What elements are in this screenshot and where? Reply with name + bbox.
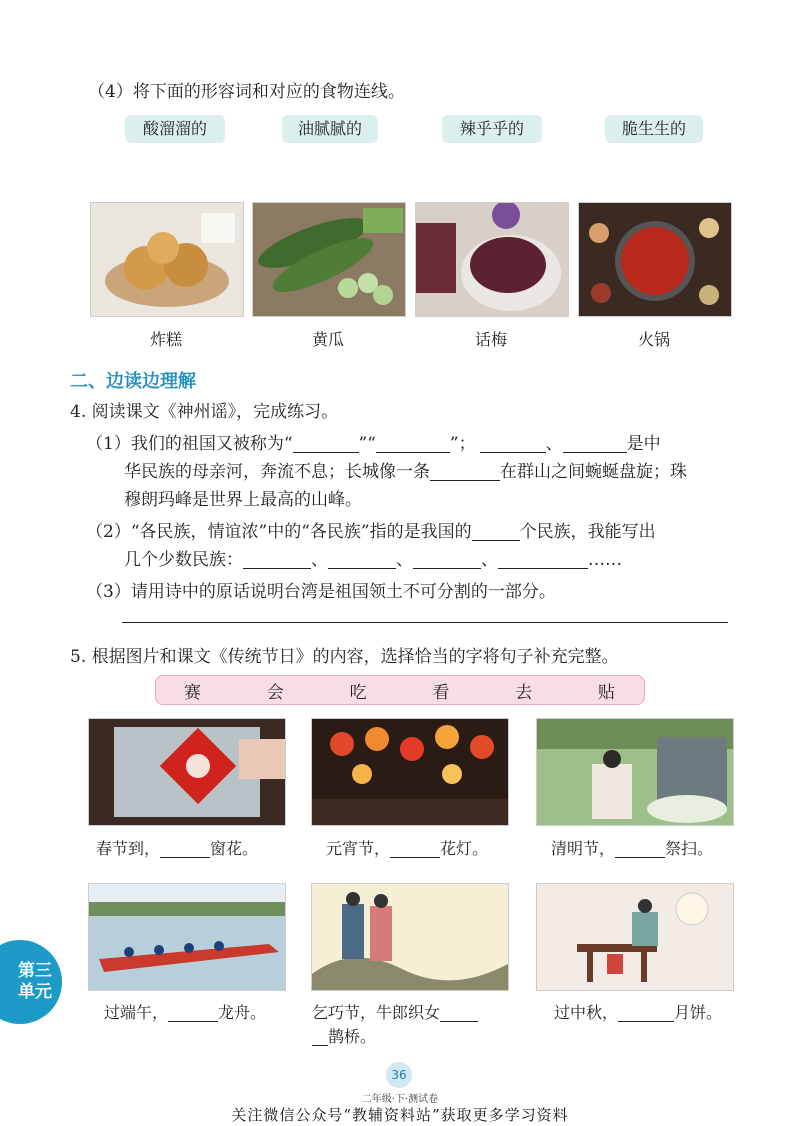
food-label-4: 火锅 bbox=[637, 330, 670, 349]
blank-qixi-a[interactable] bbox=[440, 1003, 478, 1022]
text: 几个少数民族： bbox=[124, 550, 243, 570]
q4b-part1-line1 bbox=[86, 432, 661, 456]
text: 、 bbox=[545, 434, 563, 454]
adjective-pill-1[interactable]: 酸溜溜的 bbox=[125, 115, 225, 143]
page-number: 36 bbox=[386, 1062, 412, 1088]
q4b-part1-line2 bbox=[124, 460, 687, 484]
book-label: 二年级·下·测试卷 bbox=[361, 1094, 439, 1105]
blank-3[interactable] bbox=[480, 434, 546, 453]
word-option[interactable]: 去 bbox=[515, 682, 534, 703]
cucumber-photo[interactable] bbox=[252, 202, 406, 317]
word-option[interactable]: 吃 bbox=[349, 682, 368, 703]
blank-10[interactable] bbox=[498, 550, 588, 569]
text: 在群山之间蜿蜒盘旋；珠 bbox=[500, 462, 687, 482]
blank-5[interactable] bbox=[430, 462, 500, 481]
tomb-sweeping-photo[interactable] bbox=[536, 718, 734, 826]
q4b-part3: （3）请用诗中的原话说明台湾是祖国领土不可分割的一部分。 bbox=[86, 582, 556, 602]
blank-midautumn[interactable] bbox=[618, 1003, 674, 1022]
sentence-5 bbox=[312, 1000, 478, 1023]
text: 月饼。 bbox=[674, 1003, 723, 1022]
preserved-plum-photo[interactable] bbox=[415, 202, 569, 317]
text: 、 bbox=[396, 550, 413, 570]
text: 华民族的母亲河，奔流不息；长城像一条 bbox=[124, 462, 430, 482]
hotpot-photo[interactable] bbox=[578, 202, 732, 317]
mid-autumn-photo[interactable] bbox=[536, 883, 734, 991]
blank-8[interactable] bbox=[328, 550, 396, 569]
q4b-title: 4. 阅读课文《神州谣》，完成练习。 bbox=[70, 402, 339, 422]
adjective-pill-4[interactable]: 脆生生的 bbox=[605, 115, 703, 143]
adjective-pill-3[interactable]: 辣乎乎的 bbox=[442, 115, 542, 143]
blank-6[interactable] bbox=[472, 522, 520, 541]
word-option[interactable]: 贴 bbox=[597, 682, 616, 703]
text: ”； bbox=[449, 434, 476, 454]
text: ”“ bbox=[358, 434, 376, 454]
text: 春节到， bbox=[96, 839, 161, 858]
food-label-3: 话梅 bbox=[474, 330, 507, 349]
text: （2）“各民族，情谊浓”中的“各民族”指的是我国的 bbox=[86, 522, 472, 542]
text: 是中 bbox=[626, 434, 661, 454]
blank-7[interactable] bbox=[243, 550, 311, 569]
text: （1）我们的祖国又被称为“ bbox=[86, 434, 293, 454]
text: 祭扫。 bbox=[665, 839, 714, 858]
text: 个民族，我能写出 bbox=[519, 522, 656, 542]
dragon-boat-photo[interactable] bbox=[88, 883, 286, 991]
food-label-2: 黄瓜 bbox=[311, 330, 344, 349]
blank-qingming[interactable] bbox=[615, 839, 665, 858]
text: 元宵节， bbox=[326, 839, 391, 858]
qixi-photo[interactable] bbox=[311, 883, 509, 991]
blank-4[interactable] bbox=[563, 434, 627, 453]
text: 过端午， bbox=[104, 1003, 169, 1022]
text: 过中秋， bbox=[554, 1003, 619, 1022]
text: 鹊桥。 bbox=[328, 1027, 377, 1046]
text: 窗花。 bbox=[210, 839, 259, 858]
paper-cutting-photo[interactable] bbox=[88, 718, 286, 826]
blank-dragon[interactable] bbox=[168, 1003, 218, 1022]
text: 清明节， bbox=[551, 839, 616, 858]
fried-cake-photo[interactable] bbox=[90, 202, 244, 317]
q5-title: 5. 根据图片和课文《传统节日》的内容，选择恰当的字将句子补充完整。 bbox=[70, 647, 619, 667]
blank-lantern[interactable] bbox=[390, 839, 440, 858]
q4b-part2-line2 bbox=[124, 548, 622, 572]
text: 、 bbox=[311, 550, 328, 570]
text: 、 bbox=[481, 550, 498, 570]
promo-text: 关注微信公众号“教辅资料站”获取更多学习资料 bbox=[231, 1106, 569, 1124]
lanterns-photo[interactable] bbox=[311, 718, 509, 826]
q4b-part1-line3: 穆朗玛峰是世界上最高的山峰。 bbox=[124, 490, 362, 510]
word-option[interactable]: 会 bbox=[266, 682, 285, 703]
section-title: 二、边读边理解 bbox=[70, 371, 196, 392]
q4b-part2-line1 bbox=[86, 520, 656, 544]
text: 花灯。 bbox=[440, 839, 489, 858]
sentence-2 bbox=[326, 836, 488, 859]
sentence-1 bbox=[96, 836, 258, 859]
word-bank bbox=[155, 675, 645, 705]
text: 乞巧节，牛郎织女 bbox=[312, 1003, 441, 1022]
word-option[interactable]: 看 bbox=[432, 682, 451, 703]
text: …… bbox=[588, 550, 622, 570]
sentence-5-line2 bbox=[312, 1024, 376, 1047]
sentence-6 bbox=[554, 1000, 722, 1023]
adjective-pill-2[interactable]: 油腻腻的 bbox=[282, 115, 378, 143]
sentence-4 bbox=[104, 1000, 266, 1023]
blank-1[interactable] bbox=[293, 434, 359, 453]
blank-2[interactable] bbox=[376, 434, 450, 453]
word-option[interactable]: 赛 bbox=[184, 682, 202, 703]
unit-tab bbox=[0, 940, 62, 1024]
q4-title: （4）将下面的形容词和对应的食物连线。 bbox=[88, 82, 405, 102]
food-label-1: 炸糕 bbox=[149, 330, 182, 349]
sentence-3 bbox=[551, 836, 713, 859]
unit-tab-line2: 单元 bbox=[18, 982, 52, 1002]
unit-tab-line1: 第三 bbox=[18, 961, 52, 981]
blank-9[interactable] bbox=[413, 550, 481, 569]
blank-qixi-b[interactable] bbox=[312, 1027, 328, 1046]
text: 龙舟。 bbox=[218, 1003, 267, 1022]
blank-spring[interactable] bbox=[160, 839, 210, 858]
answer-line[interactable] bbox=[122, 622, 728, 623]
